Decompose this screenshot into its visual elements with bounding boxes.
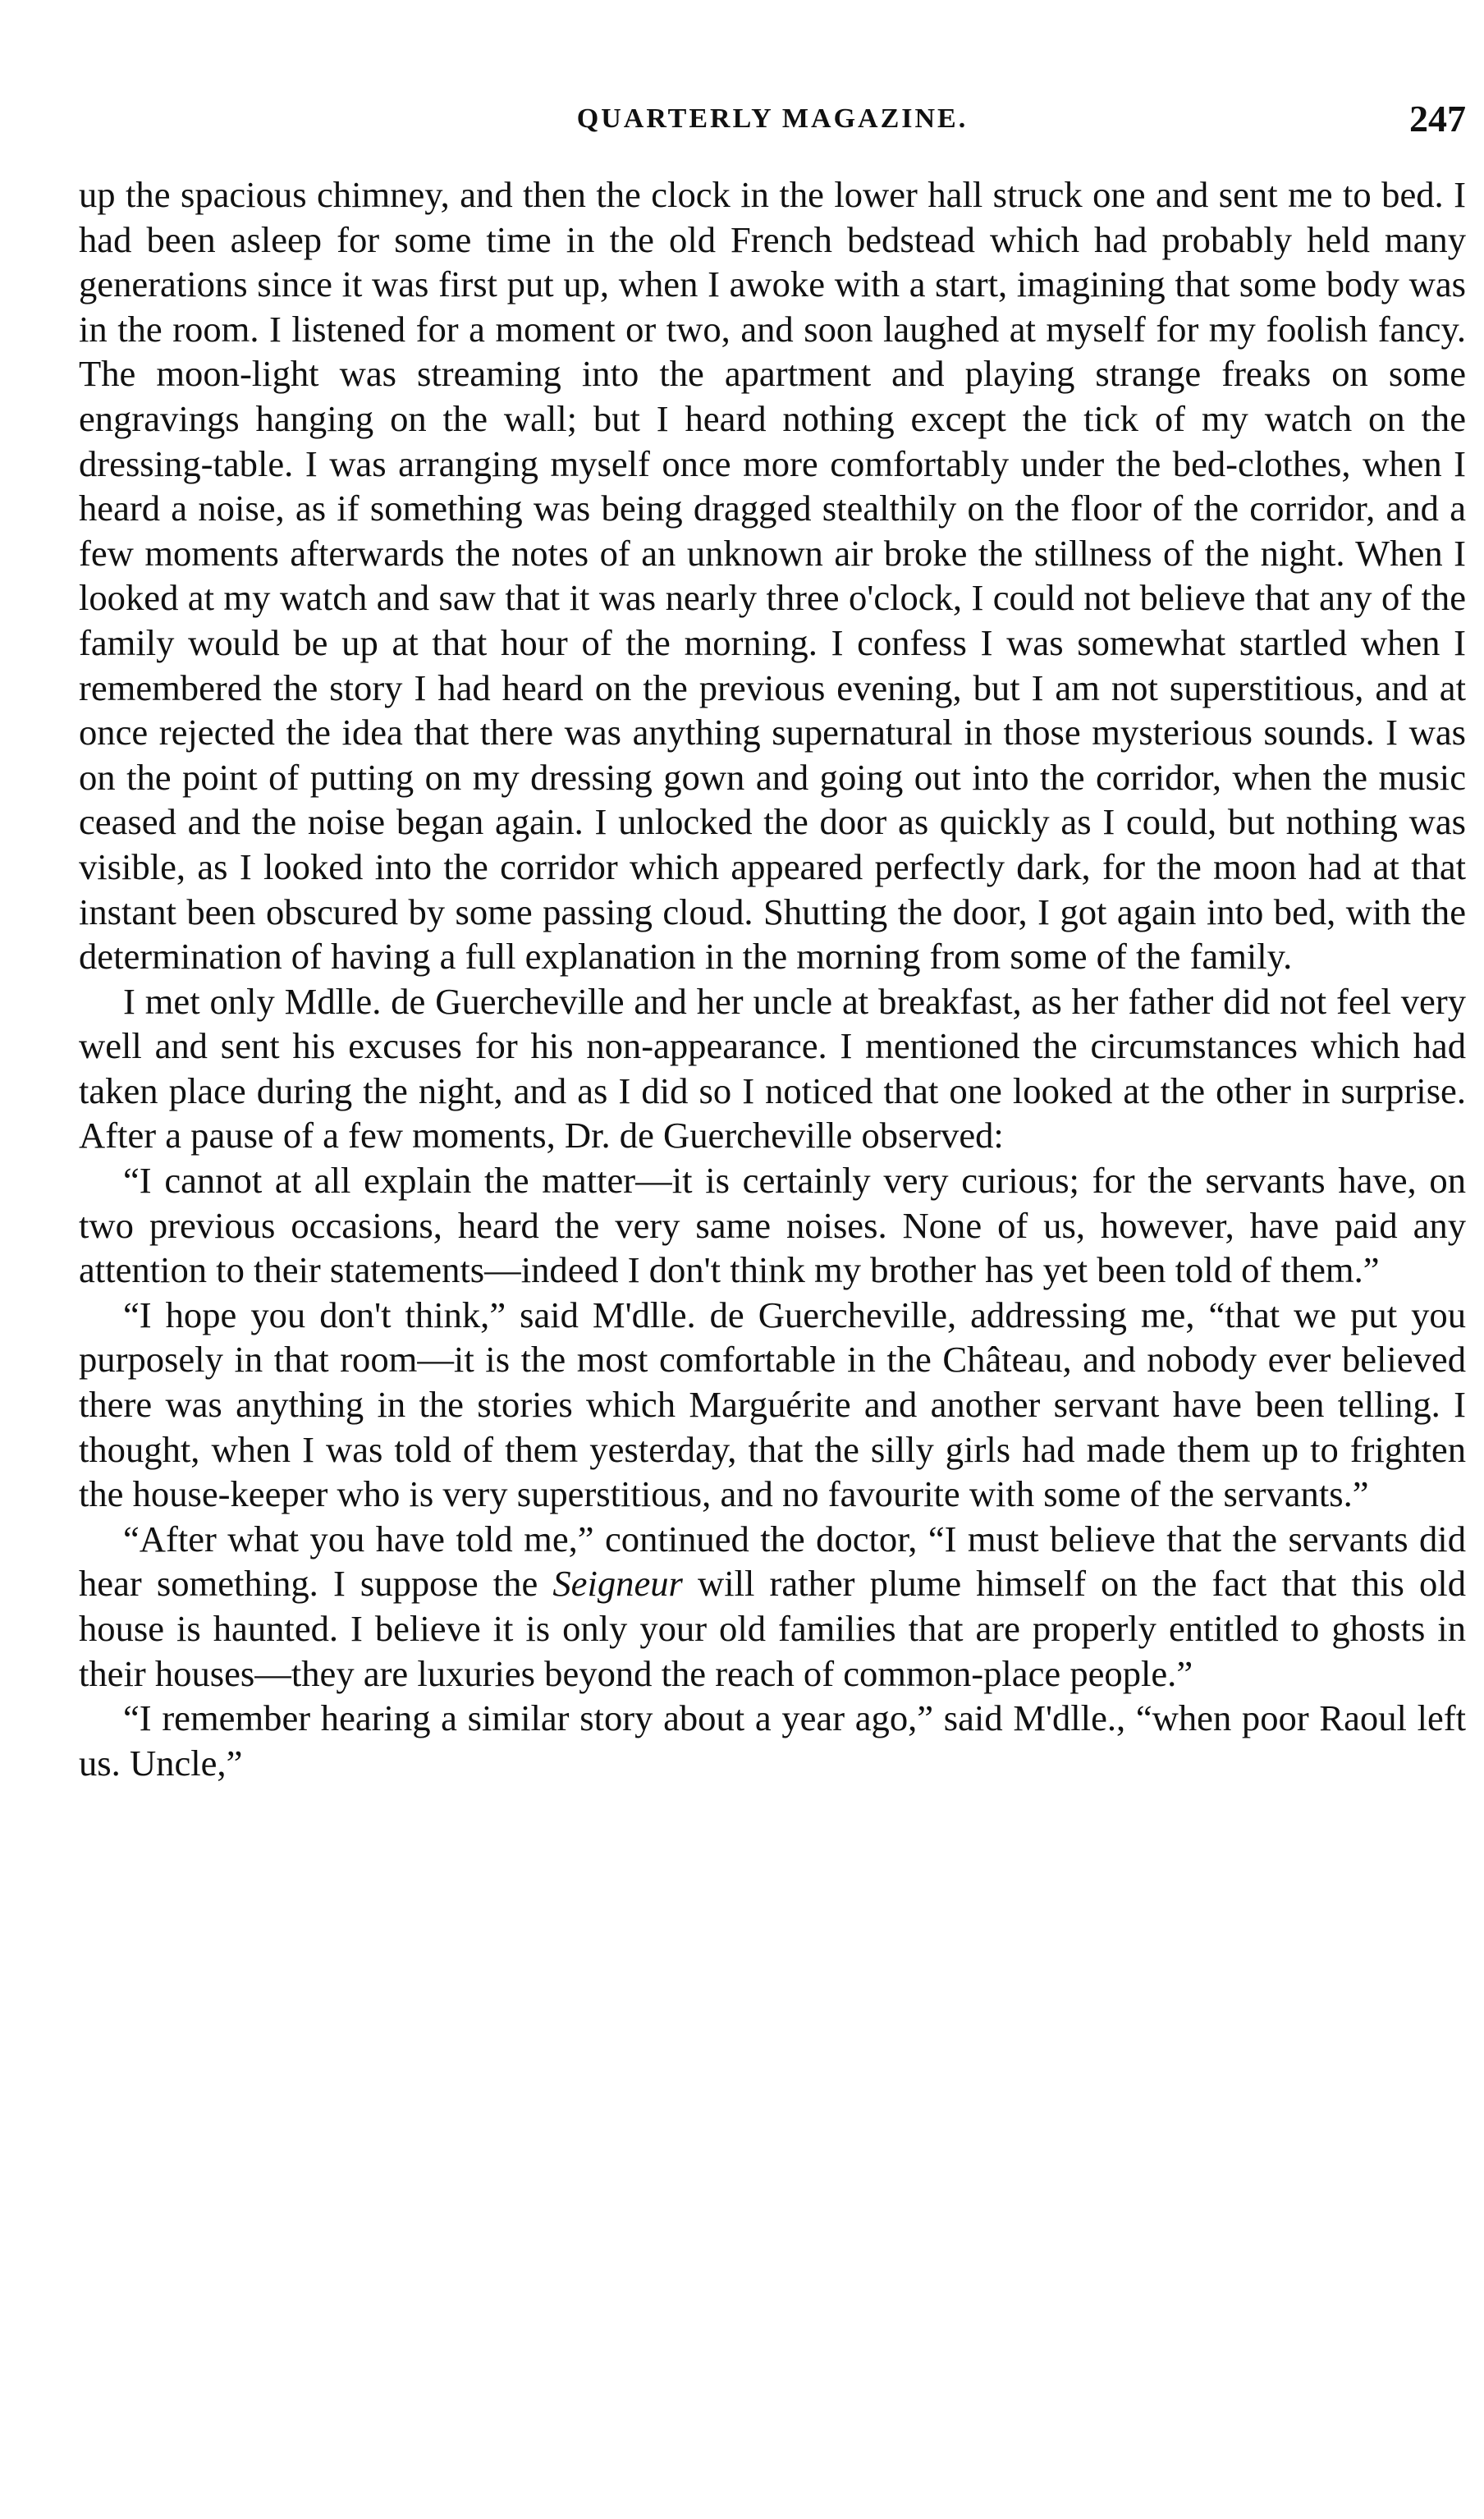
paragraph-2: I met only Mdlle. de Guercheville and her uncle at breakfast, as her father did not feel very well and sent his excuses for his non-appearance. I mentioned the circumstances which had taken place during the night, and as I did so I noticed that one looked at the other in surprise. After a pause of a few moments, Dr. de Guercheville observed: [79, 980, 1466, 1156]
paragraph-5 [79, 1517, 1466, 1696]
paragraph-1: up the spacious chimney, and then the clock in the lower hall struck one and sent me to bed. I had been asleep for some time in the old French bedstead which had probably held many generations since it was first put up, when I awoke with a start, imagining that some body was in the room. I listened for a moment or two, and soon laughed at myself for my foolish fancy. The moon-light was streaming into the apartment and playing strange freaks on some engravings hanging on the wall; but I heard nothing except the tick of my watch on the dressing-table. I was arranging myself once more comfortably under the bed-clothes, when I heard a noise, as if something was being dragged stealthily on the floor of the corridor, and a few moments afterwards the notes of an unknown air broke the stillness of the night. When I looked at my watch and saw that it was nearly three o'clock, I could not believe that any of the family would be up at that hour of the morning. I confess I was somewhat startled when I remembered the story I had heard on the previous evening, but I am not superstitious, and at once rejected the idea that there was anything supernatural in those mysterious sounds. I was on the point of putting on my dressing gown and going out into the corridor, when the music ceased and the noise began again. I unlocked the door as quickly as I could, but nothing was visible, as I looked into the corridor which appeared perfectly dark, for the moon had at that instant been obscured by some passing cloud. Shutting the door, I got again into bed, with the determination of having a full explanation in the morning from some of the family. [79, 174, 1466, 978]
article-body [79, 172, 1466, 1785]
paragraph-5-after: will rather plume himself on the fact that this old house is haunted. I believe it is only your old families that are properly entitled to ghosts in their houses—they are luxuries beyond the reach of common-place people.” [79, 1563, 1466, 1694]
magazine-page [79, 97, 1466, 1785]
page-number: 247 [1409, 98, 1466, 140]
paragraph-4: “I hope you don't think,” said M'dlle. de Guercheville, addressing me, “that we put you purposely in that room—it is the most comfortable in the Château, and nobody ever believed there was anything in the stories which Marguérite and another servant have been telling. I thought, when I was told of them yesterday, that the silly girls had made them up to frighten the house-keeper who is very superstitious, and no favourite with some of the servants.” [79, 1294, 1466, 1515]
paragraph-5-before: “After what you have told me,” continued the doctor, “I must believe that the servants did hear something. I suppose the [79, 1518, 1466, 1605]
paragraph-3: “I cannot at all explain the matter—it is certainly very curious; for the servants have, on two previous occasions, heard the very same noises. None of us, however, have paid any attention to their statements—indeed I don't think my brother has yet been told of them.” [79, 1160, 1466, 1291]
running-title: QUARTERLY MAGAZINE. [576, 103, 969, 134]
paragraph-6: “I remember hearing a similar story about a year ago,” said M'dlle., “when poor Raoul left us. Uncle,” [79, 1697, 1466, 1784]
paragraph-5-italic: Seigneur [552, 1563, 683, 1605]
running-header [79, 97, 1466, 154]
